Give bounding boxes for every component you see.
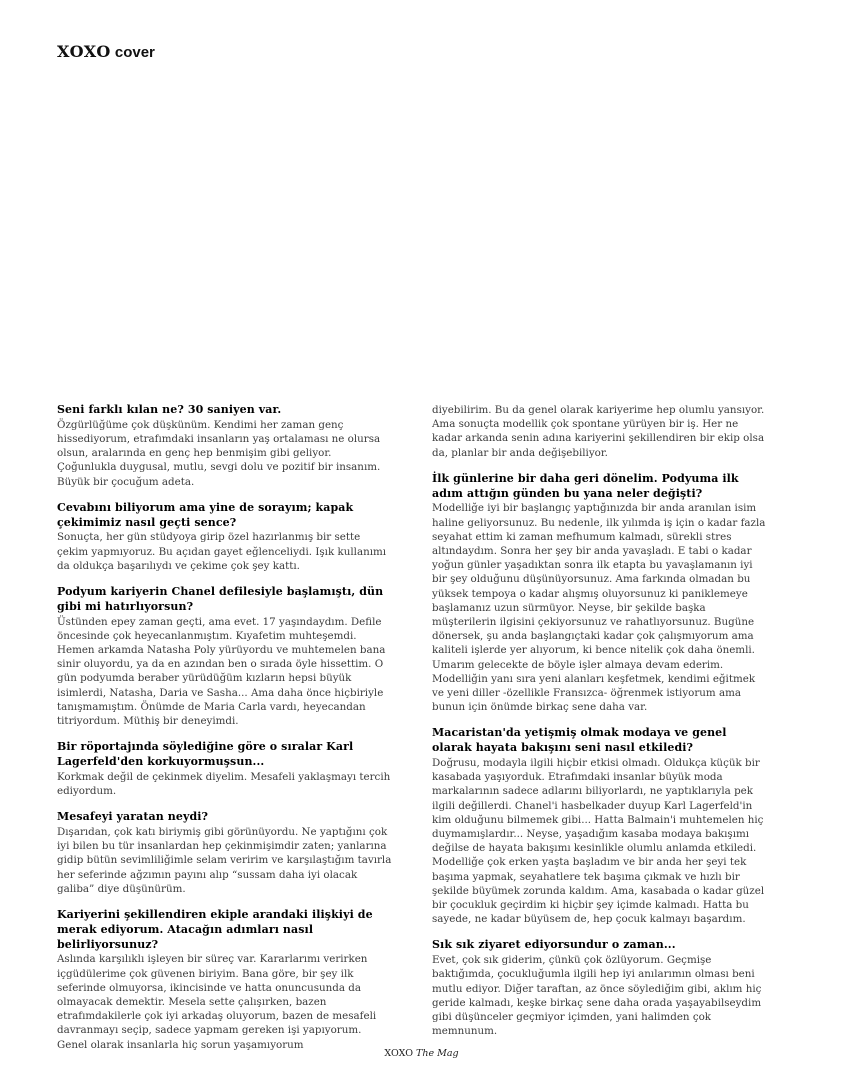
qa-block (432, 938, 768, 1038)
interview-question: Sık sık ziyaret ediyorsundur o zaman... (432, 938, 676, 952)
interview-question: Cevabını biliyorum ama yine de sorayım; kapak çekimimiz nasıl geçti sence? (57, 500, 354, 529)
interview-answer: Korkmak değil de çekinmek diyelim. Mesafeli yaklaşmayı tercih ediyordum. (57, 770, 391, 798)
interview-question: Macaristan'da yetişmiş olmak modaya ve genel olarak hayata bakışını seni nasıl etkiledi? (432, 726, 727, 755)
footer-magazine-title: The Mag (416, 1048, 459, 1059)
interview-question: İlk günlerine bir daha geri dönelim. Podyuma ilk adım attığın günden bu yana neler değişti? (432, 471, 739, 500)
interview-question: Mesafeyi yaratan neydi? (57, 810, 209, 824)
article-column-right (432, 403, 768, 1064)
page-footer (0, 1048, 843, 1059)
interview-answer: Dışarıdan, çok katı biriymiş gibi görünüyordu. Ne yaptığını çok iyi bilen bu tür insanlardan hep çekinmişimdir zaten; yanlarına gidip bütün sevimliliğimle selam veririm ve karşılaştığım tavırla her seferinde ağzımın payını alıp “sussam daha iyi olacak galiba” diye düşünürüm. (57, 826, 392, 895)
interview-answer: diyebilirim. Bu da genel olarak kariyerime hep olumlu yansıyor. Ama sonuçta modellik çok spontane yürüyen bir iş. Her ne kadar arkanda senin adına kariyerini şekillendiren bir ekip olsa da, planlar bir anda değişebiliyor. (432, 404, 765, 459)
qa-block (57, 810, 393, 896)
interview-answer: Doğrusu, modayla ilgili hiçbir etkisi olmadı. Oldukça küçük bir kasabada yaşıyorduk. Etrafımdaki insanlar büyük moda markalarının sadece adlarını biliyorlardı, ne yaptıklarıyla pek ilgili değillerdi. Chanel'i hasbelkader duyup Karl Lagerfeld'in kim olduğunu bilmemek gibi... Hatta Balmain'i muhtemelen hiç duymamışlardır... Neyse, yaşadığım kasaba modaya bakışımı değilse de hayata bakışımı kesinlikle olumlu anlamda etkiledi. Modelliğe çok erken yaşta başladım ve bir anda her şeyi tek başıma yapmak, seyahatlere tek başıma çıkmak ve hızlı bir şekilde büyümek zorunda kaldım. Ama, kasabada o kadar güzel bir çocukluk geçirdim ki hiçbir şey içimde kalmadı. Hatta bu sayede, ne kadar büyüsem de, hep çocuk kalmayı başardım. (432, 757, 765, 926)
interview-answer: Aslında karşılıklı işleyen bir süreç var. Kararlarımı verirken içgüdülerime çok güvenen biriyim. Bana göre, bir şey ilk seferinde olmuyorsa, ikincisinde ve hatta onuncusunda da olmayacak demektir. Mesela sette çalışırken, bazen etrafımdakilerle çok iyi arkadaş oluyorum, bazen de mesafeli davranmayı seçip, sadece yapmam gereken işi yapıyorum. Genel olarak insanlarla hiç sorun yaşamıyorum (57, 953, 377, 1051)
qa-block (432, 472, 768, 715)
qa-block (57, 501, 393, 573)
interview-answer: Özgürlüğüme çok düşkünüm. Kendimi her zaman genç hissediyorum, etrafımdaki insanların yaş ortalaması ne olursa olsun, aralarında en genç hep benmişim gibi geliyor. Çoğunlukla duygusal, mutlu, sevgi dolu ve pozitif bir insanım. Büyük bir çocuğum adeta. (57, 418, 381, 488)
qa-block (57, 740, 393, 798)
qa-block (57, 908, 393, 1052)
interview-question: Bir röportajında söylediğine göre o sıralar Karl Lagerfeld'den korkuyormuşsun... (57, 740, 354, 769)
qa-block (57, 403, 393, 489)
article-body (57, 403, 769, 1064)
footer-brand: XOXO (384, 1048, 413, 1059)
interview-question: Kariyerini şekillendiren ekiple arandaki ilişkiyi de merak ediyorum. Atacağın adımları nasıl belirliyorsunuz? (57, 908, 373, 951)
page-header (57, 42, 155, 61)
qa-block (57, 585, 393, 728)
magazine-logo: XOXO (57, 42, 111, 61)
interview-answer: Evet, çok sık giderim, çünkü çok özlüyorum. Geçmişe baktığımda, çocukluğumla ilgili hep iyi anılarımın olması beni mutlu ediyor. Diğer taraftan, az önce söylediğim gibi, aklım hiç geride kalmadı, keşke birkaç sene daha orada yaşayabilseydim gibi düşünceler geçmiyor içimden, yani halimden çok memnunum. (432, 954, 762, 1038)
qa-block (432, 726, 768, 926)
interview-answer: Modelliğe iyi bir başlangıç yaptığınızda bir anda aranılan isim haline geliyorsunuz. Bu nedenle, ilk yılımda iş için o kadar fazla seyahat ettim ki zaman mefhumum kalmadı, sürekli stres altındaydım. Sonra her şey bir anda yavaşladı. E tabi o kadar yoğun günler yaşadıktan sonra ilk etapta bu yavaşlamanın iyi bir şey olduğunu düşünüyorsunuz. Ama farkında olmadan bu yüksek tempoya o kadar alışmış oluyorsunuz ki paniklemeye başlamanız uzun sürmüyor. Neyse, bir şekilde başka müşterilerin ilgisini çekiyorsunuz ve rahatlıyorsunuz. Bugüne dönersek, şu anda başlangıçtaki kadar çok çalışmıyorum ama kaliteli işlerde yer alıyorum, ki bence nitelik çok daha önemli. Umarım gelecekte de böyle işler almaya devam ederim. Modelliğin yanı sıra yeni alanları keşfetmek, kendimi eğitmek ve yeni diller -özellikle Fransızca- öğrenmek istiyorum ama bunun için önümde birkaç sene daha var. (432, 502, 766, 714)
interview-question: Podyum kariyerin Chanel defilesiyle başlamıştı, dün gibi mi hatırlıyorsun? (57, 585, 384, 613)
interview-answer: Üstünden epey zaman geçti, ama evet. 17 yaşındaydım. Defile öncesinde çok heyecanlanmıştım. Kıyafetim muhteşemdi. Hemen arkamda Natasha Poly yürüyordu ve muhtemelen bana sinir oluyordu, ya da en azından ben o sırada öyle hissettim. O gün podyumda beraber yürüdüğüm kızların hepsi büyük isimlerdi, Natasha, Daria ve Sasha... Ama daha önce hiçbiriyle tanışmamıştım. Önümde de Maria Carla vardı, heyecandan titriyordum. Müthiş bir deneyimdi. (57, 615, 386, 728)
qa-block (432, 403, 768, 460)
article-column-left (57, 403, 393, 1064)
section-label: cover (114, 44, 155, 61)
interview-question: Seni farklı kılan ne? 30 saniyen var. (57, 403, 282, 416)
interview-answer: Sonuçta, her gün stüdyoya girip özel hazırlanmış bir sette çekim yapmıyoruz. Bu açıdan gayet eğlenceliydi. Işık kullanımı da oldukça başarılıydı ve çekime çok şey kattı. (57, 531, 387, 572)
